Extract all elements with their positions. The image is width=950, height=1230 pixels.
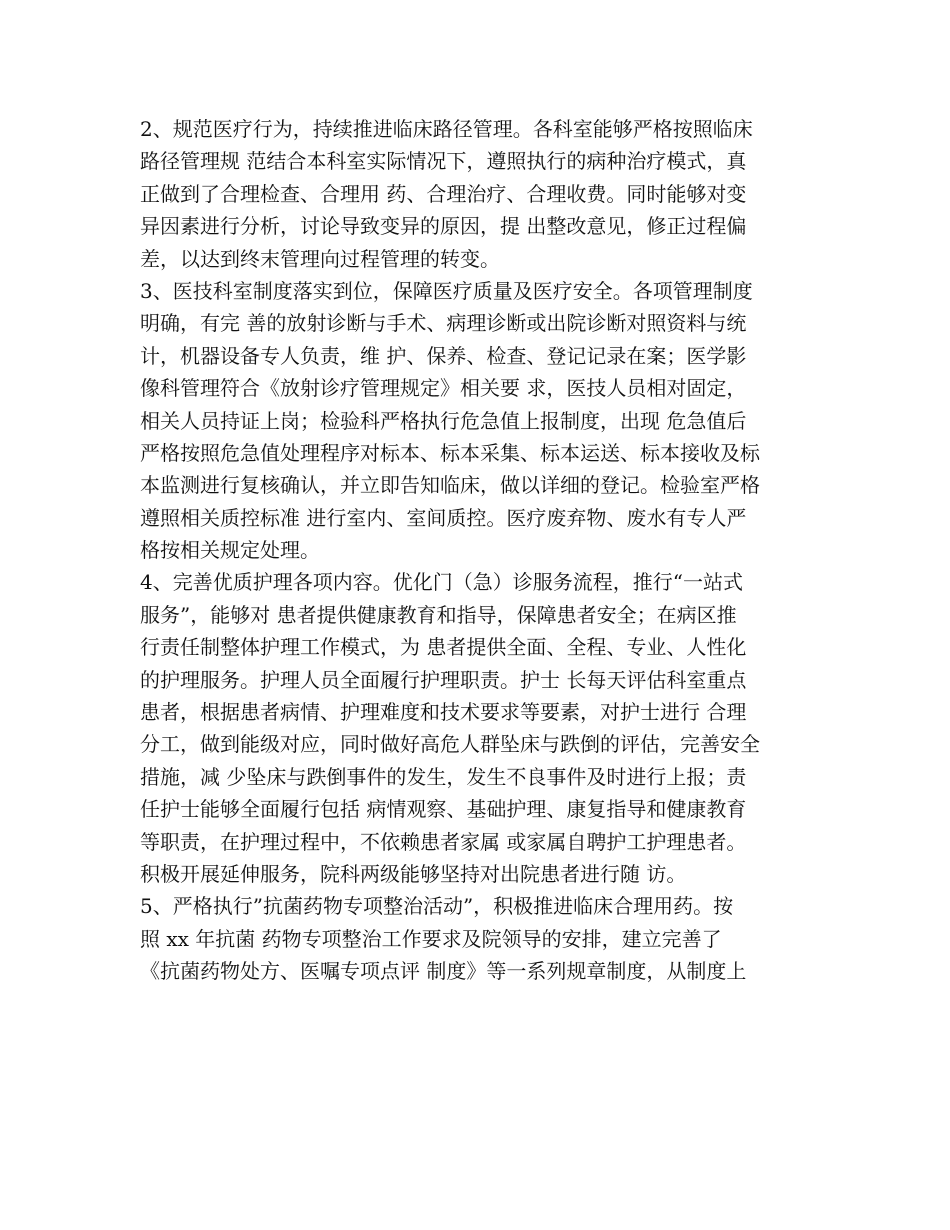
text-line: 2、规范医疗行为，持续推进临床路径管理。各科室能够严格按照临床: [140, 117, 753, 141]
text-line: 措施，减 少坠床与跌倒事件的发生，发生不良事件及时进行上报；责: [140, 764, 747, 789]
text-line: 服务”，能够对 患者提供健康教育和指导，保障患者安全；在病区推: [140, 602, 737, 627]
text-line: 正做到了合理检查、合理用 药、合理治疗、合理收费。同时能够对变: [140, 181, 747, 206]
text-line: 4、完善优质护理各项内容。优化门（急）诊服务流程，推行“一站式: [140, 570, 743, 595]
text-line: 严格按照危急值处理程序对标本、标本采集、标本运送、标本接收及标: [140, 440, 760, 465]
text-line: 积极开展延伸服务，院科两级能够坚持对出院患者进行随 访。: [140, 861, 687, 886]
text-line: 计，机器设备专人负责，维 护、保养、检查、登记记录在案；医学影: [140, 343, 747, 368]
text-line: 相关人员持证上岗；检验科严格执行危急值上报制度，出现 危急值后: [140, 408, 747, 433]
text-line: 5、严格执行”抗菌药物专项整治活动”，积极推进临床合理用药。按: [140, 894, 734, 919]
text-line: 任护士能够全面履行包括 病情观察、基础护理、康复指导和健康教育: [140, 797, 747, 822]
text-line: 路径管理规 范结合本科室实际情况下，遵照执行的病种治疗模式，真: [140, 149, 747, 174]
text-line: 行责任制整体护理工作模式，为 患者提供全面、全程、专业、人性化: [140, 635, 747, 660]
text-line: 本监测进行复核确认，并立即告知临床，做以详细的登记。检验室严格: [140, 473, 760, 498]
text-line: 遵照相关质控标准 进行室内、室间质控。医疗废弃物、废水有专人严: [140, 505, 747, 530]
text-line: 的护理服务。护理人员全面履行护理职责。护士 长每天评估科室重点: [140, 667, 747, 692]
text-line: 等职责，在护理过程中，不依赖患者家属 或家属自聘护工护理患者。: [140, 829, 747, 854]
text-line: 异因素进行分析，讨论导致变异的原因，提 出整改意见，修正过程偏: [140, 214, 747, 239]
text-line: 格按相关规定处理。: [140, 538, 320, 563]
text-line: 3、医技科室制度落实到位，保障医疗质量及医疗安全。各项管理制度: [140, 278, 753, 303]
text-line: 《抗菌药物处方、医嘱专项点评 制度》等一系列规章制度，从制度上: [140, 959, 747, 984]
text-line: 差，以达到终末管理向过程管理的转变。: [140, 246, 500, 271]
text-line: 分工，做到能级对应，同时做好高危人群坠床与跌倒的评估，完善安全: [140, 732, 760, 757]
text-line: 照 xx 年抗菌 药物专项整治工作要求及院领导的安排，建立完善了: [140, 926, 722, 951]
text-line: 患者，根据患者病情、护理难度和技术要求等要素，对护士进行 合理: [140, 700, 747, 725]
document-body: [140, 113, 820, 988]
text-line: 明确，有完 善的放射诊断与手术、病理诊断或出院诊断对照资料与统: [140, 311, 747, 336]
text-line: 像科管理符合《放射诊疗管理规定》相关要 求，医技人员相对固定，: [140, 376, 747, 401]
